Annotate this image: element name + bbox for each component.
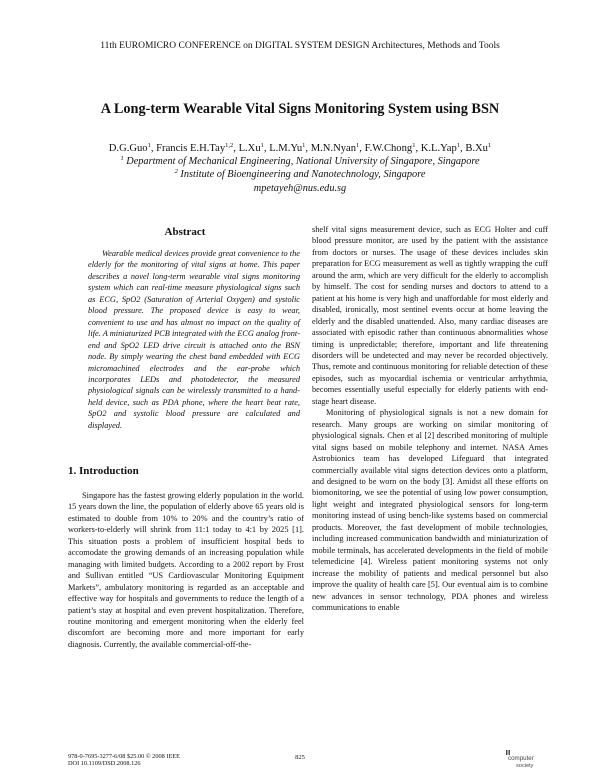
author: L.M.Yu <box>269 143 303 154</box>
author-affiliation-sup: 1 <box>487 142 492 149</box>
introduction-col-left <box>68 490 304 650</box>
introduction-col-right <box>312 224 548 613</box>
author-affiliation-sup: 1 <box>147 142 151 149</box>
affiliation-1 <box>0 156 600 167</box>
affiliation-2 <box>0 169 600 180</box>
author-affiliation-sup: 1 <box>456 142 461 149</box>
abstract-text: Wearable medical devices provide great convenience to the elderly for the monitoring of vital signs at home. This paper describes a novel long-term wearable vital signs monitoring system which can real-time measure physiological signs such as ECG, SpO2 (Saturation of Arterial Oxygen) and systolic blood pressure. The proposed device is easy to wear, convenient to use and has almost no impact on the quality of life. A miniaturized PCB integrated with the ECG analog front-end and SpO2 LED drive circuit is attached onto the BSN node. By simply wearing the chest band embedded with ECG micromachined electrodes and the ear-probe which incorporates LEDs and photodetector, the measured physiological signals can be wirelessly transmitted to a hand-held device, such as PDA phone, where the heart beat rate, SpO2 and systolic blood pressure are calculated and displayed. <box>88 249 300 430</box>
author: L.Xu <box>238 143 261 154</box>
author-list: D.G.Guo$^1$, Francis E.H.Tay$^{1,2}$, L.Xu$^1$, L.M.Yu$^1$, M.N.Nyan$^1$, F.W.Chong$^1$, K.L.Yap$^1$, B.Xu$^1$ <box>108 142 492 154</box>
abstract-heading: Abstract <box>164 226 206 238</box>
paper-title: A Long-term Wearable Vital Signs Monitoring System using BSN <box>100 101 500 117</box>
footer-isbn: 978-0-7695-3277-6/08 $25.00 © 2008 IEEE <box>68 753 180 760</box>
introduction-heading: 1. Introduction <box>68 465 139 477</box>
footer-doi[interactable]: DOI 10.1109/DSD.2008.126 <box>68 760 141 768</box>
author-affiliation-sup: 1 <box>260 142 264 149</box>
page-number: 825 <box>295 754 305 761</box>
email[interactable]: mpetayeh@nus.edu.sg <box>253 183 347 194</box>
affiliation-1-text: Department of Mechanical Engineering, National University of Singapore, Singapore <box>126 156 480 167</box>
author-affiliation-sup: 1,2 <box>225 142 234 149</box>
conference-header: 11th EUROMICRO CONFERENCE on DIGITAL SYSTEM DESIGN Architectures, Methods and Tools <box>100 41 500 51</box>
computer-society-logo-icon <box>492 749 538 769</box>
author: K.L.Yap <box>420 143 457 154</box>
author: B.Xu <box>465 143 488 154</box>
affiliation-2-text: Institute of Bioengineering and Nanotechnology, Singapore <box>180 169 426 180</box>
author: M.N.Nyan <box>310 143 357 154</box>
logo-line-2: society <box>516 763 534 769</box>
author: Francis E.H.Tay <box>156 143 226 154</box>
abstract-body <box>88 248 300 431</box>
author-affiliation-sup: 1 <box>412 142 416 149</box>
author: F.W.Chong <box>364 143 413 154</box>
introduction-paragraph-1: Singapore has the fastest growing elderly population in the world. 15 years down the line, the population of elderly above 65 years old is estimated to double from 10% to 20% and the country’s ratio of workers-to-elderly will shrink from 11:1 today to 4:1 by 2025 [1]. This situation posts a problem of insufficient hospital beds to accomodate the growing demands of an increasing population while managing with limited budgets. According to a 2002 report by Frost and Sullivan entitled “US Cardiovascular Monitoring Equipment Markets”, ambulatory monitoring is regarded as an acceptable and effective way for hospitals and governments to reduce the length of a patient’s stay at hospital and even prevent hospitalization. Therefore, routine monitoring and emergent monitoring when the elderly feel discomfort are becoming more and more important for early diagnosis. Currently, the available commercial-off-the- <box>68 491 304 649</box>
author-affiliation-sup: 1 <box>302 142 306 149</box>
affiliation-1-sup: 1 <box>120 155 124 162</box>
author: D.G.Guo <box>108 143 148 154</box>
computer-society-logo <box>492 749 538 769</box>
author-affiliation-sup: 1 <box>356 142 360 149</box>
logo-line-1: computer <box>508 755 534 762</box>
affiliation-2-sup: 2 <box>174 168 178 175</box>
introduction-paragraph-2: Monitoring of physiological signals is not a new domain for research. Many groups are working on similar monitoring of physiological signals. Chen et al [2] described monitoring of multiple vital signs based on mobile telephony and internet. NASA Ames Astrobionics team has developed Lifeguard that integrated commercially available vital signs detection devices onto a platform, and designed to be worn on the body [3]. Amidst all these efforts on biomonitoring, we see the potential of using low power consumption, light weight and integrated physiological sensors for long-term monitoring instead of using bench-like systems based on commercial products. Moreover, the fast development of mobile technologies, including increased communication bandwidth and miniaturization of mobile terminals, has accelerated developments in the field of mobile telemedicine [4]. Wireless patient monitoring systems not only increase the mobility of patients and medical personnel but also improve the quality of health care [5]. Our eventual aim is to combine new advances in sensor technology, PDA phones and wireless communications to enable <box>312 408 548 612</box>
introduction-paragraph-1-cont: shelf vital signs measurement device, such as ECG Holter and cuff blood pressure monitor, are used by the patient with the assistance from doctors or nurses. The usage of these devices includes skin preparation for ECG measurement as well as tightly wrapping the cuff around the arm, which are very difficult for the elderly to accomplish by himself. The cost for sending nurses and doctors to attend to a patient at his home is very high and unaffordable for most elderly and disabled, ironically, most sentinel events occur at home leaving the elderly and the disabled unattended. Also, many cardiac diseases are associated with episodic rather than continuous abnormalities whose timing is unpredictable; therefore, important and life threatening disorders will be undetected and may never be recorded objectively. Thus, remote and continuous monitoring for reliable detection of these episodes, such as myocardial ischemia or ventricular arrhythmia, becomes essentially useful especially for elderly patients with end-stage heart disease. <box>312 225 548 406</box>
